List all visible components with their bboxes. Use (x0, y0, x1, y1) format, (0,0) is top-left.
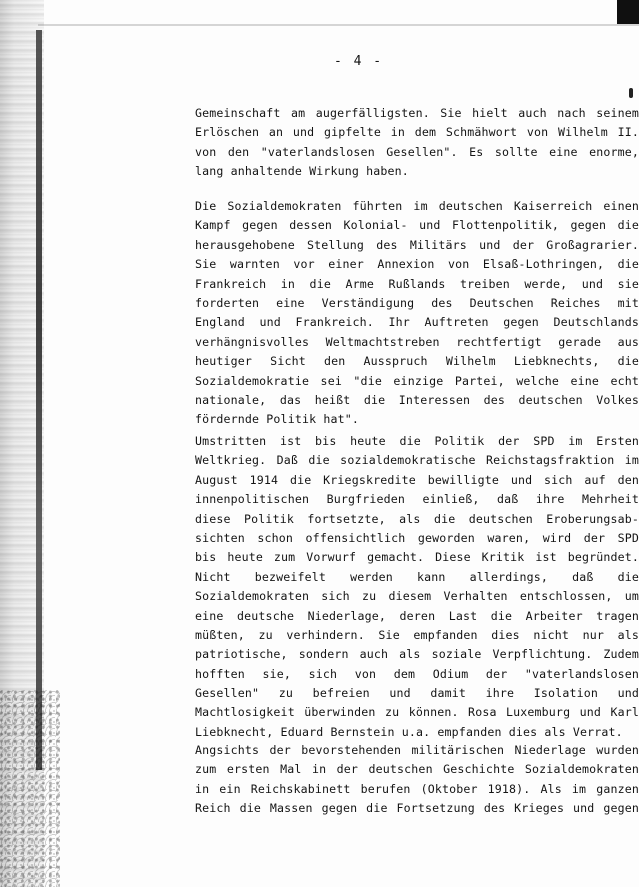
text-line: Angsichts der bevorstehenden militärischen Niederlage wurden (195, 743, 639, 757)
text-line: Gesellen" zu befreien und damit ihre Isolation und (195, 686, 639, 701)
text-line: müßten, zu verhindern. Sie empfanden dies nicht nur als (195, 627, 639, 642)
scan-noise (0, 690, 60, 887)
text-line: Kampf gegen dessen Kolonial- und Flottenpolitik, gegen die (195, 218, 639, 233)
text-line: Sie warnten vor einer Annexion von Elsaß-Lothringen, die (195, 257, 639, 272)
page-number: - 4 - (334, 54, 384, 69)
text-line: Liebknecht, Eduard Bernstein u.a. empfanden dies als Verrat. (195, 724, 623, 739)
text-line: von den "vaterlandslosen Gesellen". Es sollte eine enorme, (195, 144, 639, 159)
text-line: verhängnisvolles Weltmachtstreben rechtfertigt gerade aus (195, 334, 639, 349)
text-line: Nicht bezweifelt werden kann allerdings, daß die (195, 569, 639, 584)
text-line: fördernde Politik hat". (195, 412, 359, 427)
paragraph-2 (195, 197, 639, 430)
text-line: Reich die Massen gegen die Fortsetzung des Krieges und gegen (195, 801, 639, 816)
paragraph-4 (195, 741, 639, 819)
text-line: England und Frankreich. Ihr Auftreten gegen Deutschlands (195, 315, 639, 330)
text-line: zum ersten Mal in der deutschen Geschichte Sozialdemokraten (195, 762, 639, 777)
text-line: Sozialdemokraten sich zu diesem Verhalten entschlossen, um (195, 589, 639, 604)
paragraph-3 (195, 432, 639, 742)
text-line: Die Sozialdemokraten führten im deutschen Kaiserreich einen (195, 199, 639, 213)
text-line: herausgehobene Stellung des Militärs und der Großagrarier. (195, 237, 639, 252)
text-line: innenpolitischen Burgfrieden einließ, daß ihre Mehrheit (195, 492, 639, 507)
scan-binding-shadow (36, 30, 42, 770)
text-line: Weltkrieg. Daß die sozialdemokratische Reichstagsfraktion im (195, 453, 639, 468)
text-line: Gemeinschaft am augerfälligsten. Sie hielt auch nach seinem (195, 106, 639, 120)
text-line: sichten schon offensichtlich geworden waren, wird der SPD (195, 530, 639, 545)
text-line: Erlöschen an und gipfelte in dem Schmähwort von Wilhelm II. (195, 125, 639, 140)
text-line: in ein Reichskabinett berufen (Oktober 1918). Als im ganzen (195, 781, 639, 796)
text-line: lang anhaltende Wirkung haben. (195, 164, 409, 179)
scan-corner-mark (617, 0, 639, 24)
text-line: August 1914 die Kriegskredite bewilligte und sich auf den (195, 472, 639, 487)
scan-speck (629, 88, 633, 98)
text-line: Sozialdemokratie sei "die einzige Partei, welche eine echt (195, 373, 639, 388)
text-line: heutiger Sicht den Ausspruch Wilhelm Liebknechts, die (195, 354, 639, 369)
text-line: forderten eine Verständigung des Deutschen Reiches mit (195, 295, 639, 310)
paragraph-1 (195, 104, 639, 182)
text-line: nationale, das heißt die Interessen des deutschen Volkes (195, 392, 639, 407)
text-line: patriotische, sondern auch als soziale Verpflichtung. Zudem (195, 647, 639, 662)
scan-top-edge (38, 24, 639, 26)
text-line: diese Politik fortsetzte, als die deutschen Eroberungsab- (195, 511, 639, 526)
text-line: hofften sie, sich von dem Odium der "vaterlandslosen (195, 666, 639, 681)
text-line: eine deutsche Niederlage, deren Last die Arbeiter tragen (195, 608, 639, 623)
text-line: bis heute zum Vorwurf gemacht. Diese Kritik ist begründet. (195, 550, 639, 565)
text-line: Machtlosigkeit überwinden zu können. Rosa Luxemburg und Karl (195, 705, 639, 720)
text-line: Frankreich in die Arme Rußlands treiben werde, und sie (195, 276, 639, 291)
text-line: Umstritten ist bis heute die Politik der SPD im Ersten (195, 434, 639, 448)
